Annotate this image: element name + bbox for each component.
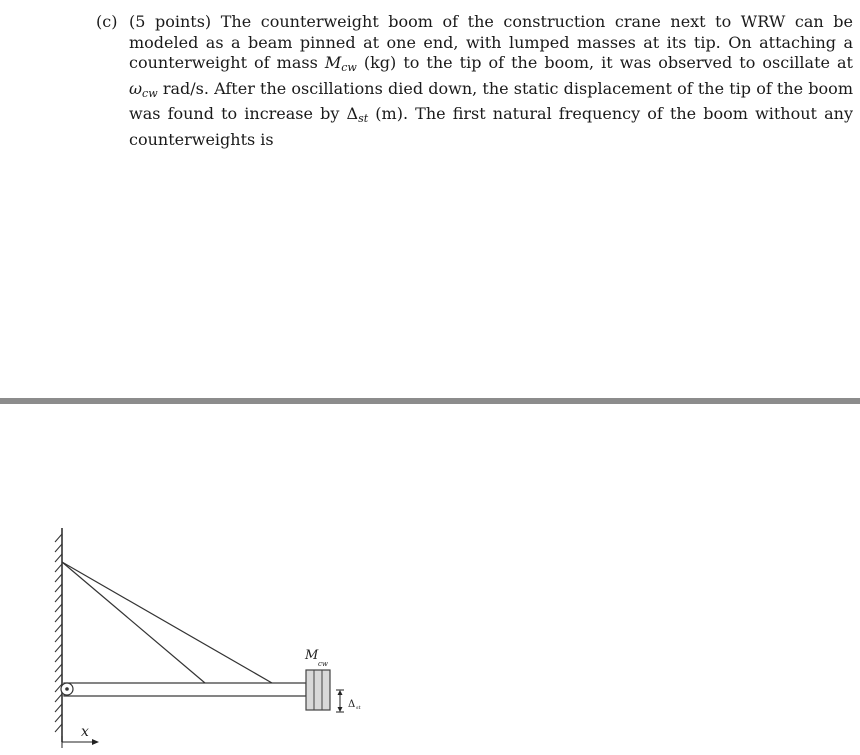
boom-beam: [64, 683, 306, 696]
problem-label: (c): [96, 12, 118, 31]
figure-delta-label-sub: st: [356, 705, 361, 711]
cable-outer: [62, 562, 272, 683]
omega-subscript: cw: [142, 86, 158, 100]
figure-x-label: x: [81, 724, 89, 740]
problem-statement: [96, 12, 853, 151]
figure-mass-label-sub: cw: [318, 660, 328, 668]
problem-line-3a: (kg) to the tip of the boom, it was observed to oscillate at: [363, 53, 853, 73]
problem-line-3b: rad/s. After the oscillations: [162, 78, 383, 98]
delta-symbol: Δ: [346, 104, 359, 124]
mass-symbol: M: [324, 53, 342, 73]
omega-symbol: ω: [129, 78, 143, 98]
counterweight-block: [306, 670, 330, 710]
delta-subscript: st: [358, 112, 369, 126]
wall-hatching: [55, 534, 62, 732]
x-axis-arrow-head: [92, 739, 99, 745]
problem-line-4b: (m). The: [375, 104, 446, 124]
problem-line-4a: died down, the static displacement of the tip of the boom was found to increase by: [129, 78, 853, 124]
pin-center: [65, 687, 69, 691]
problem-points: (5 points): [129, 12, 212, 31]
mass-subscript: cw: [341, 61, 357, 75]
figure-mass-label: M: [305, 648, 319, 663]
crane-boom-figure: [0, 520, 400, 755]
problem-line-1: The counterweight boom of the construction crane next to WRW can be modeled as: [129, 12, 854, 52]
problem-line-5: first natural frequency of the boom without any counterweights is: [129, 104, 853, 149]
delta-arrow-head-top: [338, 690, 343, 695]
delta-arrow-head-bottom: [338, 707, 343, 712]
problem-line-2: a beam pinned at one end, with lumped masses at its tip. On attaching a counterweight of mass: [129, 32, 853, 73]
figure-delta-label: Δ: [348, 699, 356, 710]
cable-inner: [62, 562, 205, 683]
section-divider: [0, 398, 860, 404]
problem-body: [129, 12, 853, 151]
